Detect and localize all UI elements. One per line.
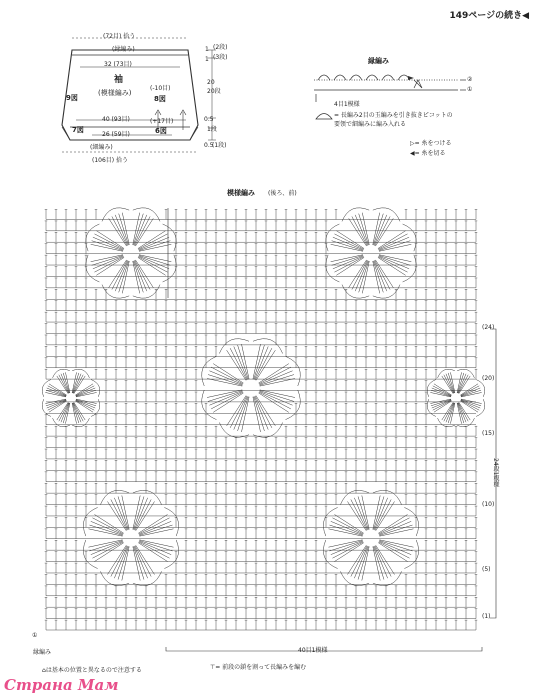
side-dim-7: 0.5 — [204, 116, 214, 123]
motif-flower — [326, 208, 416, 298]
repeat-label: 24段1模様 — [492, 458, 499, 488]
row-mark-1: (1) — [482, 613, 491, 620]
row-mark-20: (20) — [482, 375, 495, 382]
side-dim-1: 1 — [205, 46, 209, 53]
legend-note-2: ⊤= 前段の鎖を割って長編みを編む — [210, 664, 307, 671]
side-dim-4: (3段) — [213, 54, 228, 61]
sleeve-right-rows: 8図 — [154, 95, 166, 103]
edge-label: 縁編み — [33, 649, 52, 656]
sleeve-bottom-pickup: (106目) 拾う — [92, 157, 129, 164]
side-dim-2: (2段) — [213, 44, 228, 51]
sleeve-inc-label: (+17目) — [150, 118, 174, 125]
border-row-1: ① — [467, 86, 473, 93]
side-dim-8: 1段 — [207, 126, 217, 133]
arrow-left-icon: ◀ — [522, 11, 529, 21]
sleeve-left-bottom: 7図 — [72, 126, 84, 134]
sleeve-bottom-band: (細編み) — [90, 144, 113, 151]
sleeve-left-rows: 9図 — [66, 94, 78, 102]
main-subtitle: (後ろ、前) — [268, 190, 297, 197]
motif-flower — [86, 208, 176, 298]
cut-yarn-icon: ◀ — [410, 150, 415, 157]
front-post-stitch-icon: ⊤ — [210, 664, 216, 671]
legend-attach: ▷= 糸をつける — [410, 140, 452, 147]
row-mark-24: (24) — [482, 324, 495, 331]
side-dim-9: 0.5 — [204, 142, 214, 149]
sleeve-title: 袖 — [114, 75, 124, 85]
legend-note-1: ⌂は基本の位置と異なるので注意する — [42, 667, 142, 674]
sleeve-dec-label: (-10目) — [150, 85, 171, 92]
row-mark-15: (15) — [482, 430, 495, 437]
bobble-picot-icon — [314, 110, 334, 122]
sleeve-width-top: 32 (73目) — [104, 61, 132, 68]
watermark-logo: Страна Мам — [4, 676, 119, 694]
row-mark-10: (10) — [482, 501, 495, 508]
attach-yarn-icon: ▷ — [410, 140, 415, 147]
crochet-chart — [36, 198, 506, 658]
legend-cut: ◀= 糸を切る — [410, 150, 446, 157]
cluster-stitch-icon: ⌂ — [42, 667, 46, 674]
side-dim-10: (1段) — [212, 142, 227, 149]
sleeve-pattern: (模様編み) — [98, 89, 132, 97]
border-note-1: = 長編み2目の玉編みを引き抜きピコットの — [334, 112, 453, 119]
side-dim-3: 1 — [205, 56, 209, 63]
motif-flower — [202, 339, 301, 438]
bottom-repeat-label: 40目1模様 — [298, 647, 328, 654]
page-continued-label: 149ページの続き◀ — [449, 11, 529, 21]
main-title: 模様編み — [227, 189, 255, 197]
side-dim-5: 20 — [207, 79, 215, 86]
border-title: 縁編み — [368, 57, 389, 65]
start-mark: ① — [32, 632, 38, 639]
row-mark-5: (5) — [482, 566, 491, 573]
sleeve-mid-width: 40 (93目) — [102, 116, 130, 123]
border-repeat: 4目1模様 — [334, 101, 360, 108]
sleeve-top-band: (縁編み) — [112, 46, 135, 53]
side-dim-6: 20段 — [207, 88, 221, 95]
sleeve-low-width: 26 (59目) — [102, 131, 130, 138]
border-row-2: ② — [467, 76, 473, 83]
motif-flower — [42, 369, 100, 427]
sleeve-right-bottom: 6図 — [155, 127, 167, 135]
sleeve-top-pickup: (72目) 拾う — [103, 33, 136, 40]
border-note-2: 要領で細編みに編み入れる — [334, 121, 407, 128]
